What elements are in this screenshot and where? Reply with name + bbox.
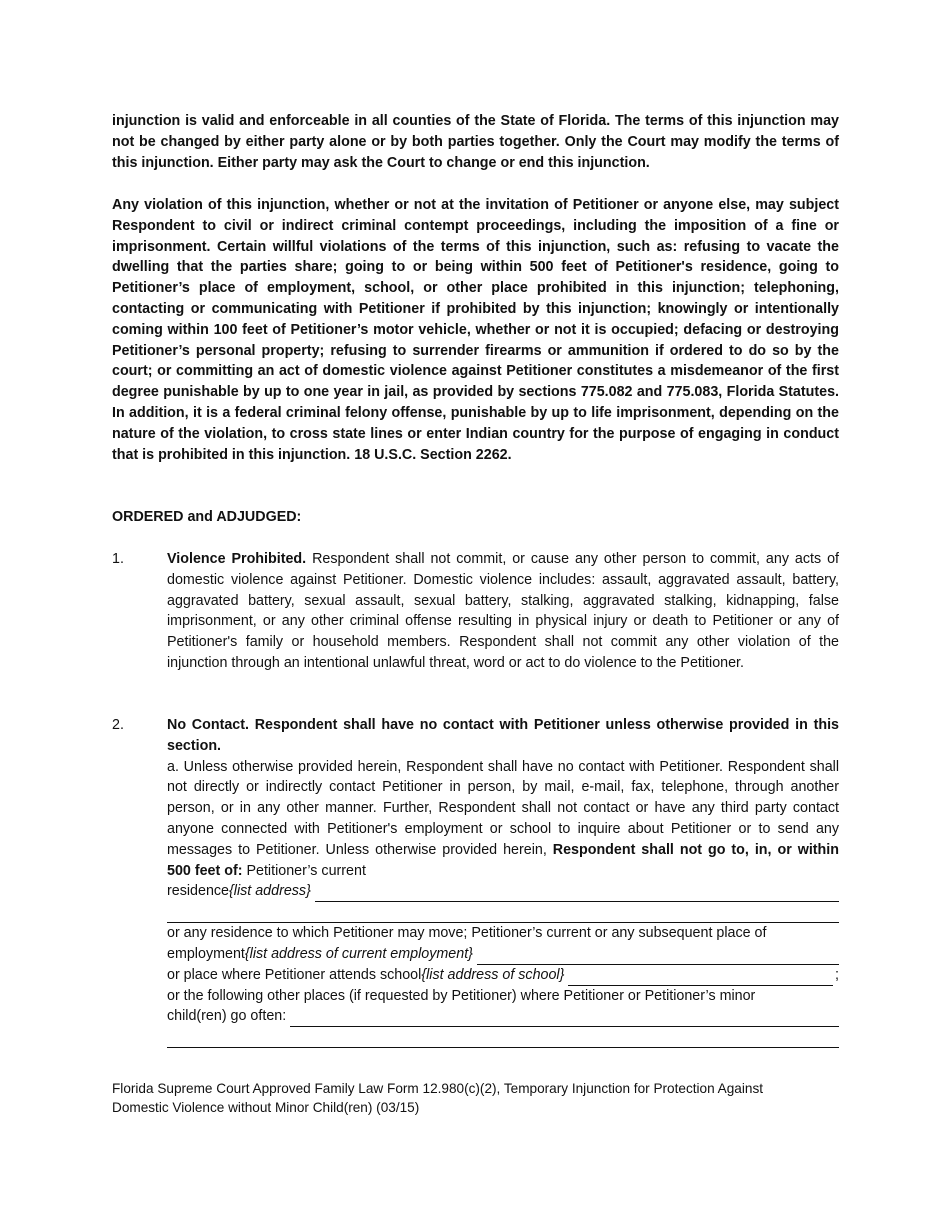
residence-row <box>167 881 839 902</box>
employment-address-field[interactable] <box>477 949 839 965</box>
item-number: 1. <box>112 551 124 567</box>
other-places-field-2[interactable] <box>167 1027 839 1048</box>
sub-a-bold-text: Respondent shall not go to, in, or within 500 feet of: <box>167 841 839 879</box>
sub-a-tail-text: Petitioner’s current <box>242 862 366 879</box>
school-address-field[interactable] <box>568 970 833 986</box>
children-label: child(ren) go often: <box>167 1008 287 1025</box>
sub-a-text: a. Unless otherwise provided herein, Respondent shall have no contact with Petitioner. Respondent shall not directly or indirectly contact Petitioner in person, by mail, e-mail, fax, telephone, through another person, or in any other manner. Further, Respondent shall not contact or have any third party contact anyone connected with Petitioner's employment or school to inquire about Petitioner or to send any messages to Petitioner. Unless otherwise provided herein, <box>167 758 839 858</box>
ordered-adjudged-heading: ORDERED and ADJUDGED: <box>112 509 302 525</box>
no-contact-sub-a <box>167 757 839 882</box>
school-end: ; <box>835 966 839 983</box>
footer-line-1: Florida Supreme Court Approved Family Law Form 12.980(c)(2), Temporary Injunction for Protection Against <box>112 1081 764 1096</box>
form-footer <box>112 1079 839 1117</box>
other-places-field[interactable] <box>290 1011 839 1027</box>
residence-label: residence <box>167 883 229 900</box>
children-row <box>167 1006 839 1027</box>
employment-hint: {list address of current employment} <box>244 945 473 962</box>
violation-warning-paragraph: Any violation of this injunction, whether or not at the invitation of Petitioner or anyone else, may subject Respondent to civil or indirect criminal contempt proceedings, including the imposition of a fine or imprisonment. Certain willful violations of the terms of this injunction, such as: refusing to vacate the dwelling that the parties share; going to or being within 500 feet of Petitioner's residence, going to Petitioner’s place of employment, school, or other place prohibited in this injunction; telephoning, contacting or communicating with Petitioner if prohibited by this injunction; knowingly or intentionally coming within 100 feet of Petitioner’s motor vehicle, whether or not it is occupied; defacing or destroying Petitioner’s personal property; refusing to surrender firearms or ammunition if ordered to do so by the court; or committing an act of domestic violence against Petitioner constitutes a misdemeanor of the first degree punishable by up to one year in jail, as provided by sections 775.082 and 775.083, Florida Statutes. In addition, it is a federal criminal felony offense, punishable by up to life imprisonment, depending on the nature of the violation, to cross state lines or enter Indian country for the purpose of engaging in conduct that is prohibited in this injunction. 18 U.S.C. Section 2262. <box>112 197 839 463</box>
residence-address-field-2[interactable] <box>167 902 839 923</box>
item-number: 2. <box>112 717 124 733</box>
footer-line-2: Domestic Violence without Minor Child(ren) (03/15) <box>112 1100 420 1115</box>
item-no-contact <box>112 715 839 1048</box>
other-places-text: or the following other places (if requested by Petitioner) where Petitioner or Petitioner’s minor <box>167 987 756 1004</box>
move-text: or any residence to which Petitioner may move; Petitioner’s current or any subsequent place of <box>167 925 767 942</box>
school-label: or place where Petitioner attends school <box>167 966 422 983</box>
item-text: Respondent shall not commit, or cause any other person to commit, any acts of domestic violence against Petitioner. Domestic violence includes: assault, aggravated assault, battery, aggravated battery, sexual assault, sexual battery, stalking, aggravated stalking, kidnapping, false imprisonment, or any other criminal offense resulting in physical injury or death to Petitioner or any of Petitioner's family or household members. Respondent shall not commit any other violation of the injunction through an intentional unlawful threat, word or act to do violence to the Petitioner. <box>167 551 839 671</box>
injunction-validity-paragraph: injunction is valid and enforceable in all counties of the State of Florida. The terms of this injunction may not be changed by either party alone or by both parties together. Only the Court may modify the terms of this injunction. Either party may ask the Court to change or end this injunction. <box>112 113 839 171</box>
employment-label: employment <box>167 945 245 962</box>
item-heading: No Contact. Respondent shall have no contact with Petitioner unless otherwise provided in this section. <box>167 717 839 754</box>
school-row <box>167 965 839 986</box>
item-violence-prohibited <box>112 549 839 674</box>
employment-row <box>167 944 839 965</box>
residence-address-field[interactable] <box>315 886 839 902</box>
residence-hint: {list address} <box>229 883 311 900</box>
school-hint: {list address of school} <box>421 966 565 983</box>
item-heading: Violence Prohibited. <box>167 551 307 567</box>
